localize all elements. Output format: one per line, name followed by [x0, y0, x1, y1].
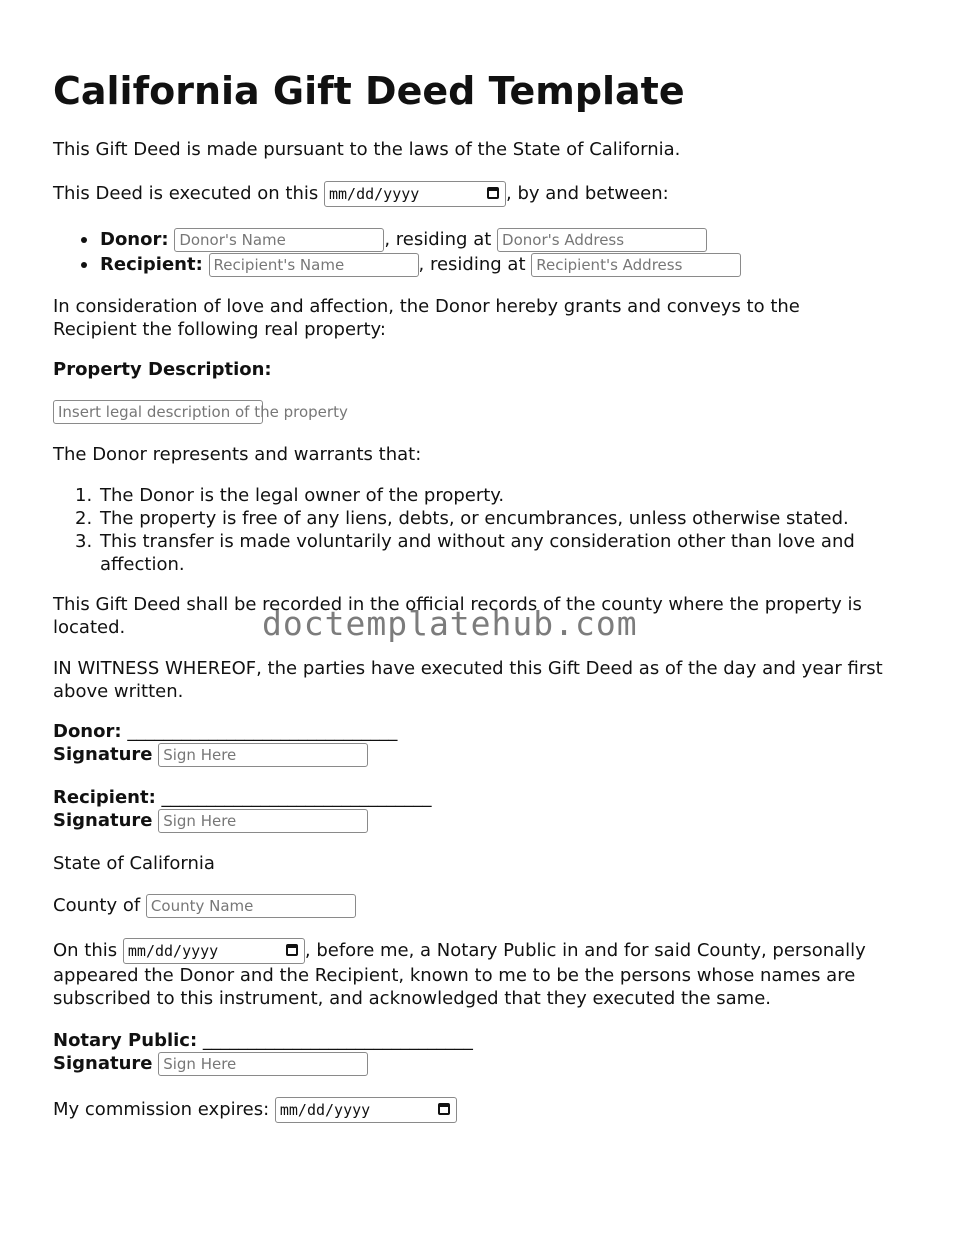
donor-label: Donor: [100, 229, 169, 250]
warranty-text: The property is free of any liens, debts, or encumbrances, unless otherwise stated. [100, 508, 849, 529]
date-placeholder: mm/dd/yyyy [127, 942, 219, 960]
recipient-signature-input[interactable]: Sign Here [158, 809, 368, 833]
calendar-icon [286, 944, 298, 956]
blank-line: ______________________________ [202, 1030, 473, 1051]
notary-label: Notary Public: [53, 1030, 198, 1051]
executed-prefix: This Deed is executed on this [53, 183, 319, 204]
signature-label: Signature [53, 810, 153, 831]
warrants-intro: The Donor represents and warrants that: [53, 444, 422, 465]
residing-text: , residing at [418, 254, 526, 275]
donor-sign-label: Donor: [53, 721, 122, 742]
notary-signature-line [53, 1030, 473, 1052]
property-row [53, 400, 348, 424]
donor-address-input[interactable]: Donor's Address [497, 228, 707, 252]
signature-label: Signature [53, 1053, 153, 1074]
recorded-text: This Gift Deed shall be recorded in the official records of the county where the property is located. [53, 594, 862, 638]
donor-signature-line [53, 721, 397, 743]
list-item: 3. This transfer is made voluntarily and without any consideration other than love and affection. [53, 531, 913, 577]
notary-prefix: On this [53, 940, 118, 961]
recipient-sign-label: Recipient: [53, 787, 156, 808]
commission-label: My commission expires: [53, 1099, 270, 1120]
recipient-signature-line [53, 787, 432, 809]
intro-text: This Gift Deed is made pursuant to the laws of the State of California. [53, 139, 681, 160]
donor-signature-row [53, 743, 368, 767]
property-description-input[interactable]: Insert legal description of the property [53, 400, 263, 424]
blank-line: ______________________________ [127, 721, 398, 742]
calendar-icon [438, 1103, 450, 1115]
recipient-address-input[interactable]: Recipient's Address [531, 253, 741, 277]
recipient-signature-row [53, 809, 368, 833]
page-title: California Gift Deed Template [53, 69, 685, 113]
residing-text: , residing at [384, 229, 492, 250]
warranty-text: The Donor is the legal owner of the property. [100, 485, 505, 506]
recipient-name-input[interactable]: Recipient's Name [209, 253, 419, 277]
notary-signature-row [53, 1052, 368, 1076]
county-prefix: County of [53, 895, 141, 916]
witness-text: IN WITNESS WHEREOF, the parties have executed this Gift Deed as of the day and year first above written. [53, 658, 883, 702]
date-placeholder: mm/dd/yyyy [279, 1101, 371, 1119]
notary-signature-input[interactable]: Sign Here [158, 1052, 368, 1076]
execution-date-input[interactable] [324, 181, 506, 207]
county-name-input[interactable]: County Name [146, 894, 356, 918]
signature-label: Signature [53, 744, 153, 765]
executed-line [53, 181, 669, 207]
warranty-text: This transfer is made voluntarily and without any consideration other than love and affection. [100, 531, 855, 575]
executed-suffix: , by and between: [506, 183, 669, 204]
recipient-item [53, 253, 913, 275]
bullet-icon [81, 237, 87, 243]
donor-signature-input[interactable]: Sign Here [158, 743, 368, 767]
date-placeholder: mm/dd/yyyy [329, 185, 420, 203]
bullet-icon [81, 262, 87, 268]
recipient-label: Recipient: [100, 254, 203, 275]
consideration-text: In consideration of love and affection, the Donor hereby grants and conveys to the Recipient the following real property: [53, 296, 800, 340]
notary-date-input[interactable] [123, 938, 305, 964]
state-text: State of California [53, 853, 215, 874]
donor-name-input[interactable]: Donor's Name [174, 228, 384, 252]
notary-text: , before me, a Notary Public in and for said County, personally appeared the Donor and the Recipient, known to me to be the persons whose names are subscribed to this instrument, and acknowledged that they executed the same. [53, 940, 866, 1009]
county-row [53, 894, 356, 918]
calendar-icon [487, 187, 499, 199]
watermark: doctemplatehub.com [262, 604, 638, 643]
blank-line: ______________________________ [161, 787, 432, 808]
donor-item [53, 228, 913, 250]
commission-row [53, 1097, 457, 1123]
notary-paragraph [53, 938, 903, 1010]
commission-date-input[interactable] [275, 1097, 457, 1123]
property-heading: Property Description: [53, 359, 272, 380]
